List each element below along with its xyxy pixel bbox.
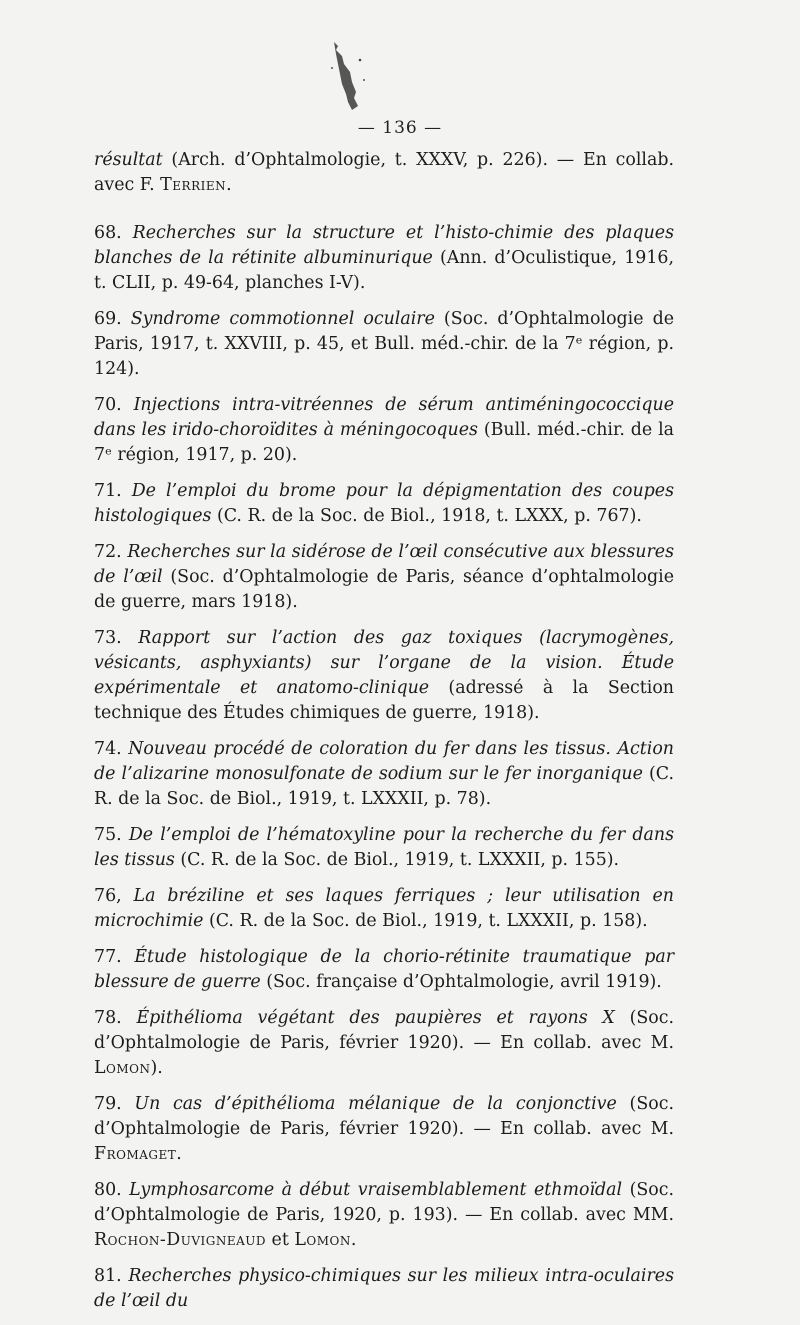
entry-text: 80. xyxy=(94,1180,130,1200)
bibliography-entry-80 xyxy=(94,1178,674,1253)
entry-text: 81. xyxy=(94,1266,129,1286)
entry-title: De l’emploi du brome pour la dépigmentation des coupes histologiques xyxy=(94,481,674,526)
entry-text: (C. R. de la Soc. de Biol., 1919, t. LXXXII, p. 158). xyxy=(203,911,648,931)
page-number: — 136 — xyxy=(357,118,443,138)
entry-title: Épithélioma végétant des paupières et rayons X xyxy=(136,1008,615,1028)
entry-title: De l’emploi de l’hématoxyline pour la recherche du fer dans les tissus xyxy=(94,825,674,870)
bibliography-entry-78 xyxy=(94,1006,674,1081)
entry-text: 73. xyxy=(94,628,139,648)
bibliography-entry-76 xyxy=(94,884,674,934)
entry-title: Lymphosarcome à début vraisemblablement ethmoïdal xyxy=(129,1180,623,1200)
author-name: Lomon xyxy=(294,1230,351,1250)
entry-text: (Soc. d’Ophtalmologie de Paris, séance d’ophtalmologie de guerre, mars 1918). xyxy=(94,567,674,612)
entry-text: (Soc. d’Ophtalmologie de Paris, février 1920). — En collab. avec M. xyxy=(94,1008,675,1053)
entry-text: 75. xyxy=(94,825,129,845)
entry-text: 76, xyxy=(94,886,134,906)
entry-text: (C. R. de la Soc. de Biol., 1919, t. LXXXII, p. 78). xyxy=(94,764,675,809)
entry-text: (Soc. française d’Ophtalmologie, avril 1919). xyxy=(260,972,662,992)
entry-title: Recherches sur la structure et l’histo-chimie des plaques blanches de la rétinite albuminurique xyxy=(94,223,674,268)
entry-text: 78. xyxy=(94,1008,137,1028)
entry-title: Recherches sur la sidérose de l’œil consécutive aux blessures de l’œil xyxy=(94,542,674,587)
entry-text: 68. xyxy=(94,223,133,243)
entry-title: Nouveau procédé de coloration du fer dans les tissus. Action de l’alizarine monosulfonate de sodium sur le fer inorganique xyxy=(94,739,675,784)
entry-text: (adressé à la Section technique des Études chimiques de guerre, 1918). xyxy=(94,678,674,723)
bibliography-entry-72 xyxy=(94,540,674,615)
entry-text: 77. xyxy=(94,947,135,967)
entry-title: Recherches physico-chimiques sur les milieux intra-oculaires de l’œil du xyxy=(94,1266,674,1311)
entry-title: Syndrome commotionnel oculaire xyxy=(130,309,435,329)
bibliography-entry-71 xyxy=(94,479,674,529)
entry-title: résultat xyxy=(94,150,163,170)
entry-title: La bréziline et ses laques ferriques ; leur utilisation en microchimie xyxy=(94,886,674,931)
entry-text: (Arch. d’Ophtalmologie, t. XXXV, p. 226). — En collab. avec F. xyxy=(94,150,674,195)
entry-text: (Soc. d’Ophtalmologie de Paris, février 1920). — En collab. avec M. xyxy=(94,1094,674,1139)
entry-text: 71. xyxy=(94,481,132,501)
bibliography-entry-77 xyxy=(94,945,674,995)
bibliography-entry-68 xyxy=(94,221,674,296)
entry-text: (Bull. méd.-chir. de la 7ᵉ région, 1917, p. 20). xyxy=(94,420,675,465)
author-name: Terrien xyxy=(160,175,227,195)
bibliography-entry-69 xyxy=(94,307,674,382)
entry-text: . xyxy=(226,175,232,195)
entry-text: ). xyxy=(150,1058,163,1078)
author-name: Rochon-Duvigneaud xyxy=(94,1230,267,1250)
bibliography-entry-81 xyxy=(94,1264,674,1314)
entry-text: 69. xyxy=(94,309,131,329)
entry-title: Injections intra-vitréennes de sérum antiméningococcique dans les irido-choroïdites à méningocoques xyxy=(94,395,674,440)
entry-title: Étude histologique de la chorio-rétinite traumatique par blessure de guerre xyxy=(94,947,675,992)
entry-text: (C. R. de la Soc. de Biol., 1918, t. LXXX, p. 767). xyxy=(211,506,642,526)
bibliography-entry-74 xyxy=(94,737,674,812)
bibliography-entry-70 xyxy=(94,393,674,468)
entry-text: 70. xyxy=(94,395,134,415)
entry-text: . xyxy=(350,1230,357,1250)
entry-text: (C. R. de la Soc. de Biol., 1919, t. LXXXII, p. 155). xyxy=(174,850,620,870)
bibliography-entry-75 xyxy=(94,823,674,873)
entry-title: Un cas d’épithélioma mélanique de la conjonctive xyxy=(134,1094,617,1114)
bibliography-entry-79 xyxy=(94,1092,674,1167)
ink-blot-mark xyxy=(330,40,370,120)
bibliography-entry-73 xyxy=(94,626,674,726)
entry-text: 72. xyxy=(94,542,128,562)
entry-continuation xyxy=(94,148,674,198)
entry-text: et xyxy=(266,1230,295,1250)
entry-text: 79. xyxy=(94,1094,135,1114)
bibliography-list xyxy=(94,148,674,1325)
author-name: Fromaget xyxy=(94,1144,177,1164)
entry-text: 74. xyxy=(94,739,129,759)
entry-text: (Ann. d’Oculistique, 1916, t. CLII, p. 49-64, planches I-V). xyxy=(94,248,674,293)
entry-text: (Soc. d’Ophtalmologie de Paris, 1920, p. 193). — En collab. avec MM. xyxy=(94,1180,675,1225)
entry-title: Rapport sur l’action des gaz toxiques (lacrymogènes, vésicants, asphyxiants) sur l’organe de la vision. Étude expérimentale et anatomo-clinique xyxy=(94,628,675,698)
entry-text: (Soc. d’Ophtalmologie de Paris, 1917, t. XXVIII, p. 45, et Bull. méd.-chir. de la 7ᵉ région, p. 124). xyxy=(94,309,675,379)
entry-text: . xyxy=(176,1144,182,1164)
author-name: Lomon xyxy=(94,1058,151,1078)
